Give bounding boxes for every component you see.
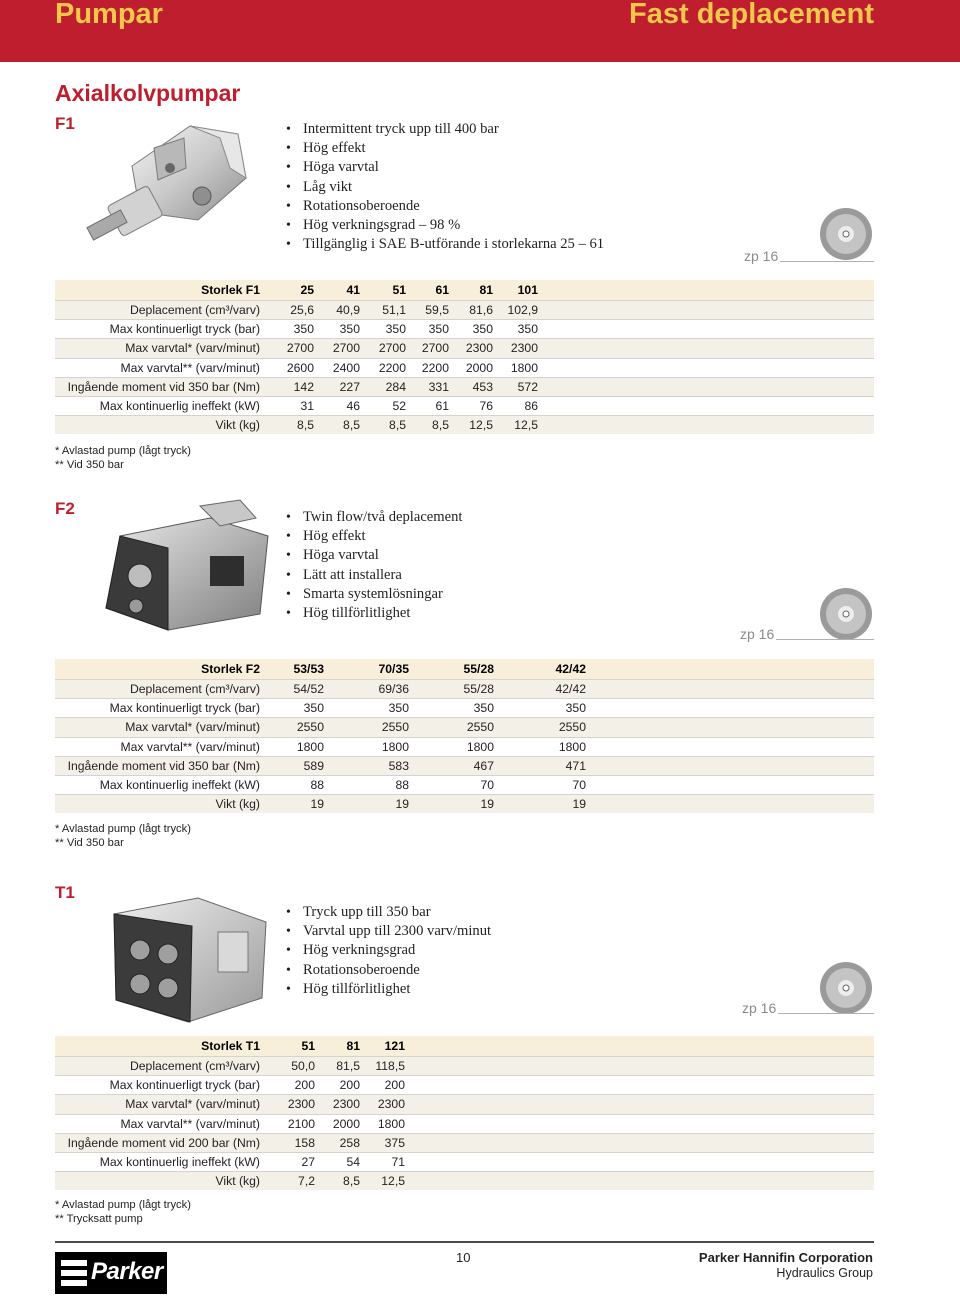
- list-item: • Hög tillförlitlighet: [286, 980, 491, 999]
- zp-reference-t1: [742, 960, 874, 1016]
- list-item: • Tillgänglig i SAE B-utförande i storlekarna 25 – 61: [286, 235, 604, 254]
- list-item: • Varvtal upp till 2300 varv/minut: [286, 922, 491, 941]
- company-group: Hydraulics Group: [776, 1266, 873, 1280]
- list-item: • Rotationsoberoende: [286, 961, 491, 980]
- table-header-row: Storlek F1 25 41 51 61 81 101: [55, 280, 874, 301]
- footnote: ** Trycksatt pump: [55, 1213, 143, 1225]
- list-item: • Hög effekt: [286, 139, 604, 158]
- model-title-t1: T1: [55, 883, 75, 902]
- footnote: * Avlastad pump (lågt tryck): [55, 1199, 191, 1211]
- table-row: Max kontinuerlig ineffekt (kW) 88 88 70 70: [55, 775, 874, 794]
- table-row: Ingående moment vid 350 bar (Nm) 589 583 467 471: [55, 756, 874, 775]
- table-row: Ingående moment vid 200 bar (Nm) 158 258 375: [55, 1133, 874, 1152]
- zp-label: zp 16: [742, 1000, 777, 1016]
- table-row: Max varvtal** (varv/minut) 2600 2400 2200 2200 2000 1800: [55, 358, 874, 377]
- pump-f2-image: [90, 496, 280, 636]
- list-item: • Hög verkningsgrad – 98 %: [286, 216, 604, 235]
- table-row: Max varvtal** (varv/minut) 2100 2000 1800: [55, 1114, 874, 1133]
- company-name: Parker Hannifin Corporation: [698, 1250, 873, 1265]
- page-header: [0, 0, 960, 62]
- table-row: Deplacement (cm³/varv) 25,6 40,9 51,1 59,5 81,6 102,9: [55, 301, 874, 320]
- table-row: Vikt (kg) 19 19 19 19: [55, 795, 874, 814]
- list-item: • Intermittent tryck upp till 400 bar: [286, 120, 604, 139]
- pump-f1-image: [70, 108, 270, 268]
- table-row: Max kontinuerlig ineffekt (kW) 27 54 71: [55, 1152, 874, 1171]
- table-row: Vikt (kg) 7,2 8,5 12,5: [55, 1172, 874, 1191]
- zp-reference-f1: [744, 206, 874, 264]
- table-row: Deplacement (cm³/varv) 54/52 69/36 55/28 42/42: [55, 680, 874, 699]
- zp-label: zp 16: [744, 248, 779, 264]
- list-item: • Höga varvtal: [286, 546, 462, 565]
- table-row: Max kontinuerligt tryck (bar) 350 350 350 350: [55, 699, 874, 718]
- table-row: Max kontinuerlig ineffekt (kW) 31 46 52 61 76 86: [55, 396, 874, 415]
- header-right-title: Fast deplacement: [629, 0, 874, 30]
- list-item: • Hög effekt: [286, 527, 462, 546]
- table-row: Max kontinuerligt tryck (bar) 350 350 350 350 350 350: [55, 320, 874, 339]
- table-row: Ingående moment vid 350 bar (Nm) 142 227 284 331 453 572: [55, 377, 874, 396]
- parker-logo-icon: [57, 1252, 91, 1294]
- list-item: • Hög tillförlitlighet: [286, 604, 462, 623]
- table-row: Vikt (kg) 8,5 8,5 8,5 8,5 12,5 12,5: [55, 416, 874, 435]
- table-row: Deplacement (cm³/varv) 50,0 81,5 118,5: [55, 1057, 874, 1076]
- table-row: Max kontinuerligt tryck (bar) 200 200 200: [55, 1076, 874, 1095]
- f1-feature-list: [286, 120, 604, 254]
- spec-table-f1: [55, 280, 874, 434]
- list-item: • Twin flow/två deplacement: [286, 508, 462, 527]
- parker-logo: [55, 1252, 167, 1294]
- list-item: • Låg vikt: [286, 178, 604, 197]
- f2-feature-list: [286, 508, 462, 623]
- list-item: • Höga varvtal: [286, 158, 604, 177]
- model-title-f2: F2: [55, 499, 75, 518]
- list-item: • Smarta systemlösningar: [286, 585, 462, 604]
- table-header-row: Storlek T1 51 81 121: [55, 1036, 874, 1057]
- model-title-f1: F1: [55, 114, 75, 133]
- list-item: • Lätt att installera: [286, 566, 462, 585]
- footnote: * Avlastad pump (lågt tryck): [55, 823, 191, 835]
- cd-icon: [818, 206, 874, 262]
- list-item: • Tryck upp till 350 bar: [286, 903, 491, 922]
- cd-icon: [818, 960, 874, 1016]
- table-row: Max varvtal* (varv/minut) 2300 2300 2300: [55, 1095, 874, 1114]
- footnote: * Avlastad pump (lågt tryck): [55, 445, 191, 457]
- list-item: • Rotationsoberoende: [286, 197, 604, 216]
- list-item: • Hög verkningsgrad: [286, 941, 491, 960]
- footnote: ** Vid 350 bar: [55, 837, 124, 849]
- table-header-row: Storlek F2 53/53 70/35 55/28 42/42: [55, 659, 874, 680]
- footer-divider: [55, 1241, 874, 1243]
- logo-text: Parker: [91, 1258, 163, 1285]
- table-row: Max varvtal** (varv/minut) 1800 1800 1800 1800: [55, 737, 874, 756]
- cd-icon: [818, 586, 874, 642]
- section-title: Axialkolvpumpar: [55, 80, 241, 106]
- zp-reference-f2: [740, 586, 874, 642]
- footnote: ** Vid 350 bar: [55, 459, 124, 471]
- table-row: Max varvtal* (varv/minut) 2700 2700 2700 2700 2300 2300: [55, 339, 874, 358]
- pump-t1-image: [100, 880, 280, 1030]
- spec-table-f2: [55, 659, 874, 813]
- page-number: 10: [456, 1250, 471, 1265]
- table-row: Max varvtal* (varv/minut) 2550 2550 2550 2550: [55, 718, 874, 737]
- header-left-title: Pumpar: [55, 0, 163, 30]
- t1-feature-list: [286, 903, 491, 999]
- zp-label: zp 16: [740, 626, 775, 642]
- spec-table-t1: [55, 1036, 874, 1190]
